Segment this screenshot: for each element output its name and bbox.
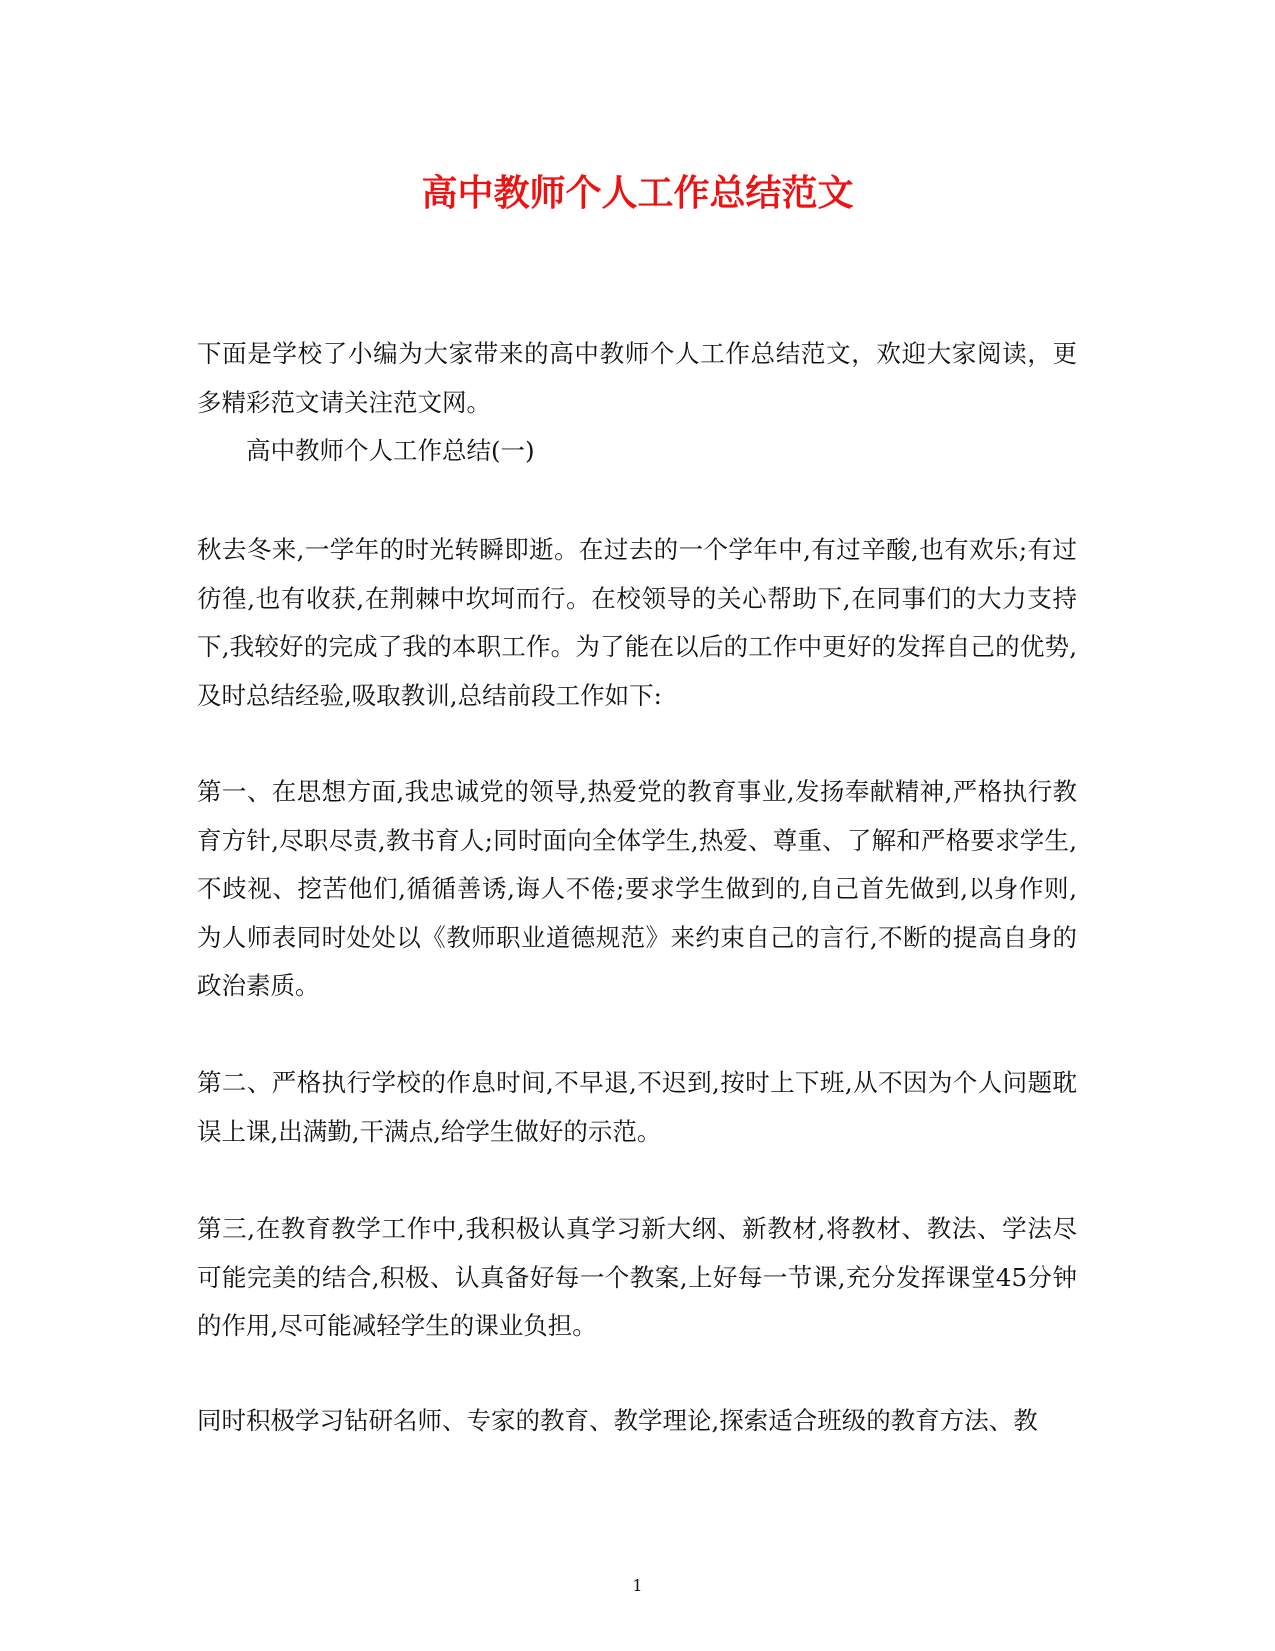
document-title: 高中教师个人工作总结范文	[421, 172, 854, 214]
body-paragraph: 秋去冬来,一学年的时光转瞬即逝。在过去的一个学年中,有过辛酸,也有欢乐;有过彷徨,也有收获,在荆棘中坎坷而行。在校领导的关心帮助下,在同事们的大力支持下,我较好的完成了我的本职工作。为了能在以后的工作中更好的发挥自己的优势,及时总结经验,吸取教训,总结前段工作如下:	[197, 535, 1077, 710]
intro-paragraph: 下面是学校了小编为大家带来的高中教师个人工作总结范文，欢迎大家阅读，更多精彩范文请关注范文网。	[197, 339, 1077, 417]
page-number: 1	[632, 1576, 643, 1595]
body-paragraph: 第三,在教育教学工作中,我积极认真学习新大纲、新教材,将教材、教法、学法尽可能完美的结合,积极、认真备好每一个教案,上好每一节课,充分发挥课堂45分钟的作用,尽可能减轻学生的课业负担。	[197, 1214, 1077, 1340]
body-paragraph: 第一、在思想方面,我忠诚党的领导,热爱党的教育事业,发扬奉献精神,严格执行教育方针,尽职尽责,教书育人;同时面向全体学生,热爱、尊重、了解和严格要求学生,不歧视、挖苦他们,循循善诱,诲人不倦;要求学生做到的,自己首先做到,以身作则,为人师表同时处处以《教师职业道德规范》来约束自己的言行,不断的提高自身的政治素质。	[197, 777, 1077, 1000]
body-paragraph: 同时积极学习钻研名师、专家的教育、教学理论,探索适合班级的教育方法、教	[197, 1406, 1038, 1435]
section-heading: 高中教师个人工作总结(一)	[246, 436, 535, 465]
body-paragraph: 第二、严格执行学校的作息时间,不早退,不迟到,按时上下班,从不因为个人问题耽误上课,出满勤,干满点,给学生做好的示范。	[197, 1068, 1077, 1146]
